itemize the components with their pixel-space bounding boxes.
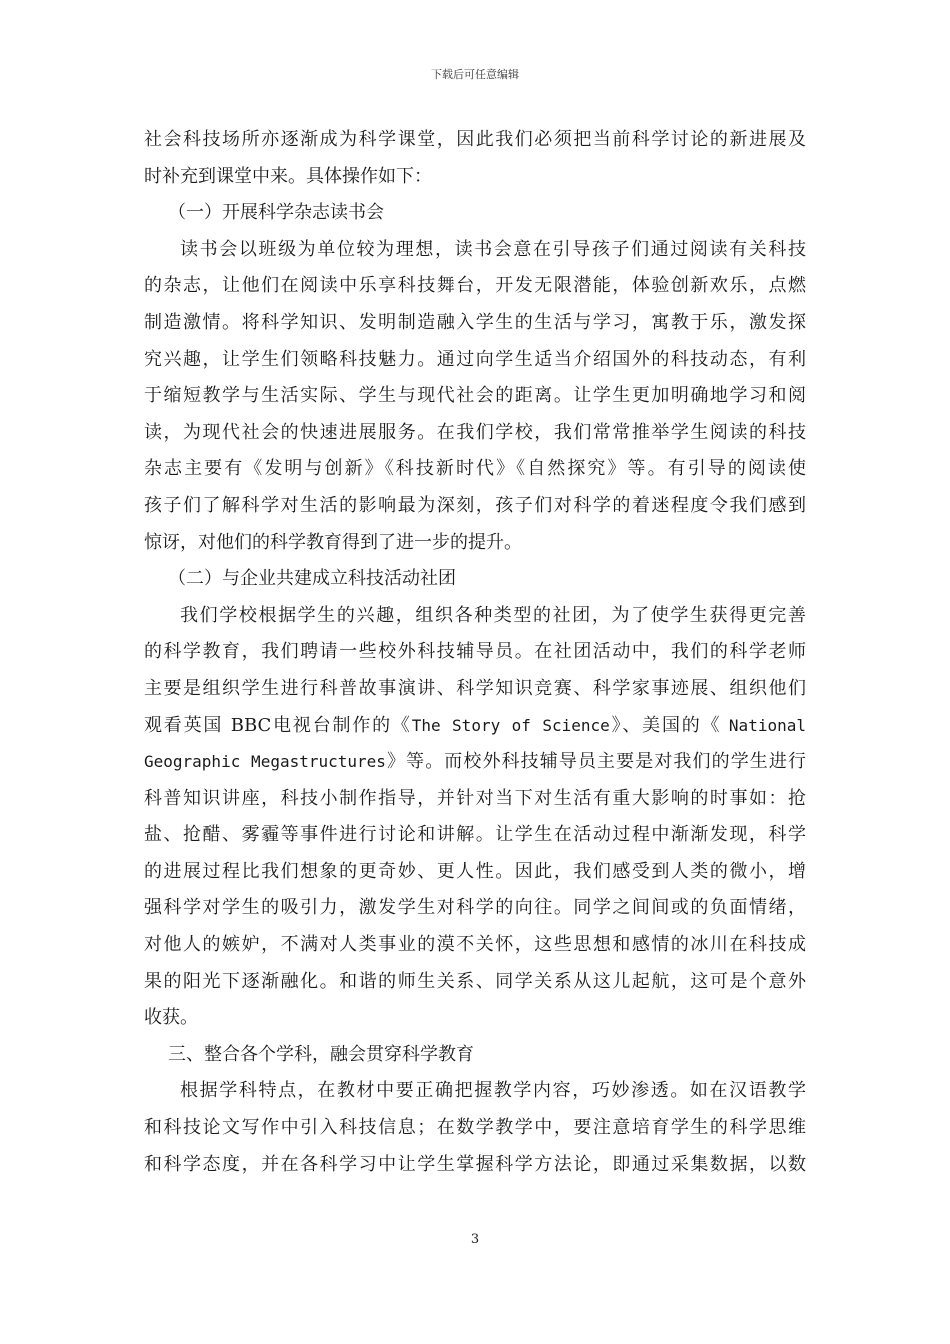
text-line: 主要是组织学生进行科普故事演讲、科学知识竞赛、科学家事迹展、组织他们 bbox=[144, 677, 806, 699]
title-segment: The Story of Science bbox=[411, 715, 610, 735]
text-line: 和科学态度，并在各科学习中让学生掌握科学方法论，即通过采集数据，以数 bbox=[144, 1153, 806, 1175]
text-line: 究兴趣，让学生们领略科技魅力。通过向学生适当介绍国外的科技动态，有利 bbox=[144, 348, 806, 370]
text-line: 的进展过程比我们想象的更奇妙、更人性。因此，我们感受到人类的微小，增 bbox=[144, 860, 806, 882]
section-heading: （一）开展科学杂志读书会 bbox=[168, 202, 384, 224]
text-line: 读，为现代社会的快速进展服务。在我们学校，我们常常推举学生阅读的科技 bbox=[144, 421, 806, 443]
page-number: 3 bbox=[470, 1232, 480, 1247]
page-header: 下载后可任意编辑 bbox=[431, 68, 519, 81]
text-line-mixed bbox=[144, 744, 806, 781]
section-heading: （二）与企业共建成立科技活动社团 bbox=[168, 568, 456, 590]
text-segment: 观看英国 BBC电视台制作的《 bbox=[144, 714, 412, 736]
text-line: 的科学教育，我们聘请一些校外科技辅导员。在社团活动中，我们的科学老师 bbox=[144, 641, 806, 663]
text-line: 果的阳光下逐渐融化。和谐的师生关系、同学关系从这儿起航，这可是个意外 bbox=[144, 970, 806, 992]
document-body bbox=[144, 122, 806, 1183]
text-line: 的杂志，让他们在阅读中乐享科技舞台，开发无限潜能，体验创新欢乐，点燃 bbox=[144, 275, 806, 297]
text-line: 时补充到课堂中来。具体操作如下： bbox=[144, 165, 432, 187]
text-line: 和科技论文写作中引入科技信息；在数学教学中，要注意培育学生的科学思维 bbox=[144, 1117, 806, 1139]
text-line: 盐、抢醋、雾霾等事件进行讨论和讲解。让学生在活动过程中渐渐发现，科学 bbox=[144, 824, 806, 846]
text-line: 孩子们了解科学对生活的影响最为深刻，孩子们对科学的着迷程度令我们感到 bbox=[144, 494, 806, 516]
text-segment: 》、美国的《 bbox=[609, 714, 729, 736]
text-segment: 》等。而校外科技辅导员主要是对我们的学生进行 bbox=[385, 751, 806, 773]
section-heading: 三、整合各个学科，融会贯穿科学教育 bbox=[168, 1043, 474, 1065]
text-line: 科普知识讲座，科技小制作指导，并针对当下对生活有重大影响的时事如：抢 bbox=[144, 787, 806, 809]
text-line: 于缩短教学与生活实际、学生与现代社会的距离。让学生更加明确地学习和阅 bbox=[144, 385, 806, 407]
text-line: 强科学对学生的吸引力，激发学生对科学的向往。同学之间间或的负面情绪， bbox=[144, 897, 806, 919]
text-line: 收获。 bbox=[144, 1007, 198, 1029]
paragraph-first-line: 读书会以班级为单位较为理想，读书会意在引导孩子们通过阅读有关科技 bbox=[180, 238, 806, 260]
text-line: 制造激情。将科学知识、发明制造融入学生的生活与学习，寓教于乐，激发探 bbox=[144, 311, 806, 333]
text-line: 对他人的嫉妒，不满对人类事业的漠不关怀，这些思想和感情的冰川在科技成 bbox=[144, 934, 806, 956]
paragraph-first-line: 根据学科特点，在教材中要正确把握教学内容，巧妙渗透。如在汉语教学 bbox=[180, 1080, 806, 1102]
text-line: 杂志主要有《发明与创新》《科技新时代》《自然探究》等。有引导的阅读使 bbox=[144, 458, 806, 480]
title-segment: Geographic Megastructures bbox=[144, 752, 386, 772]
text-line: 惊讶，对他们的科学教育得到了进一步的提升。 bbox=[144, 531, 522, 553]
title-segment: National bbox=[728, 715, 806, 735]
text-line: 社会科技场所亦逐渐成为科学课堂，因此我们必须把当前科学讨论的新进展及 bbox=[144, 129, 806, 150]
text-line-mixed bbox=[144, 708, 806, 745]
paragraph-first-line: 我们学校根据学生的兴趣，组织各种类型的社团，为了使学生获得更完善 bbox=[180, 604, 806, 626]
